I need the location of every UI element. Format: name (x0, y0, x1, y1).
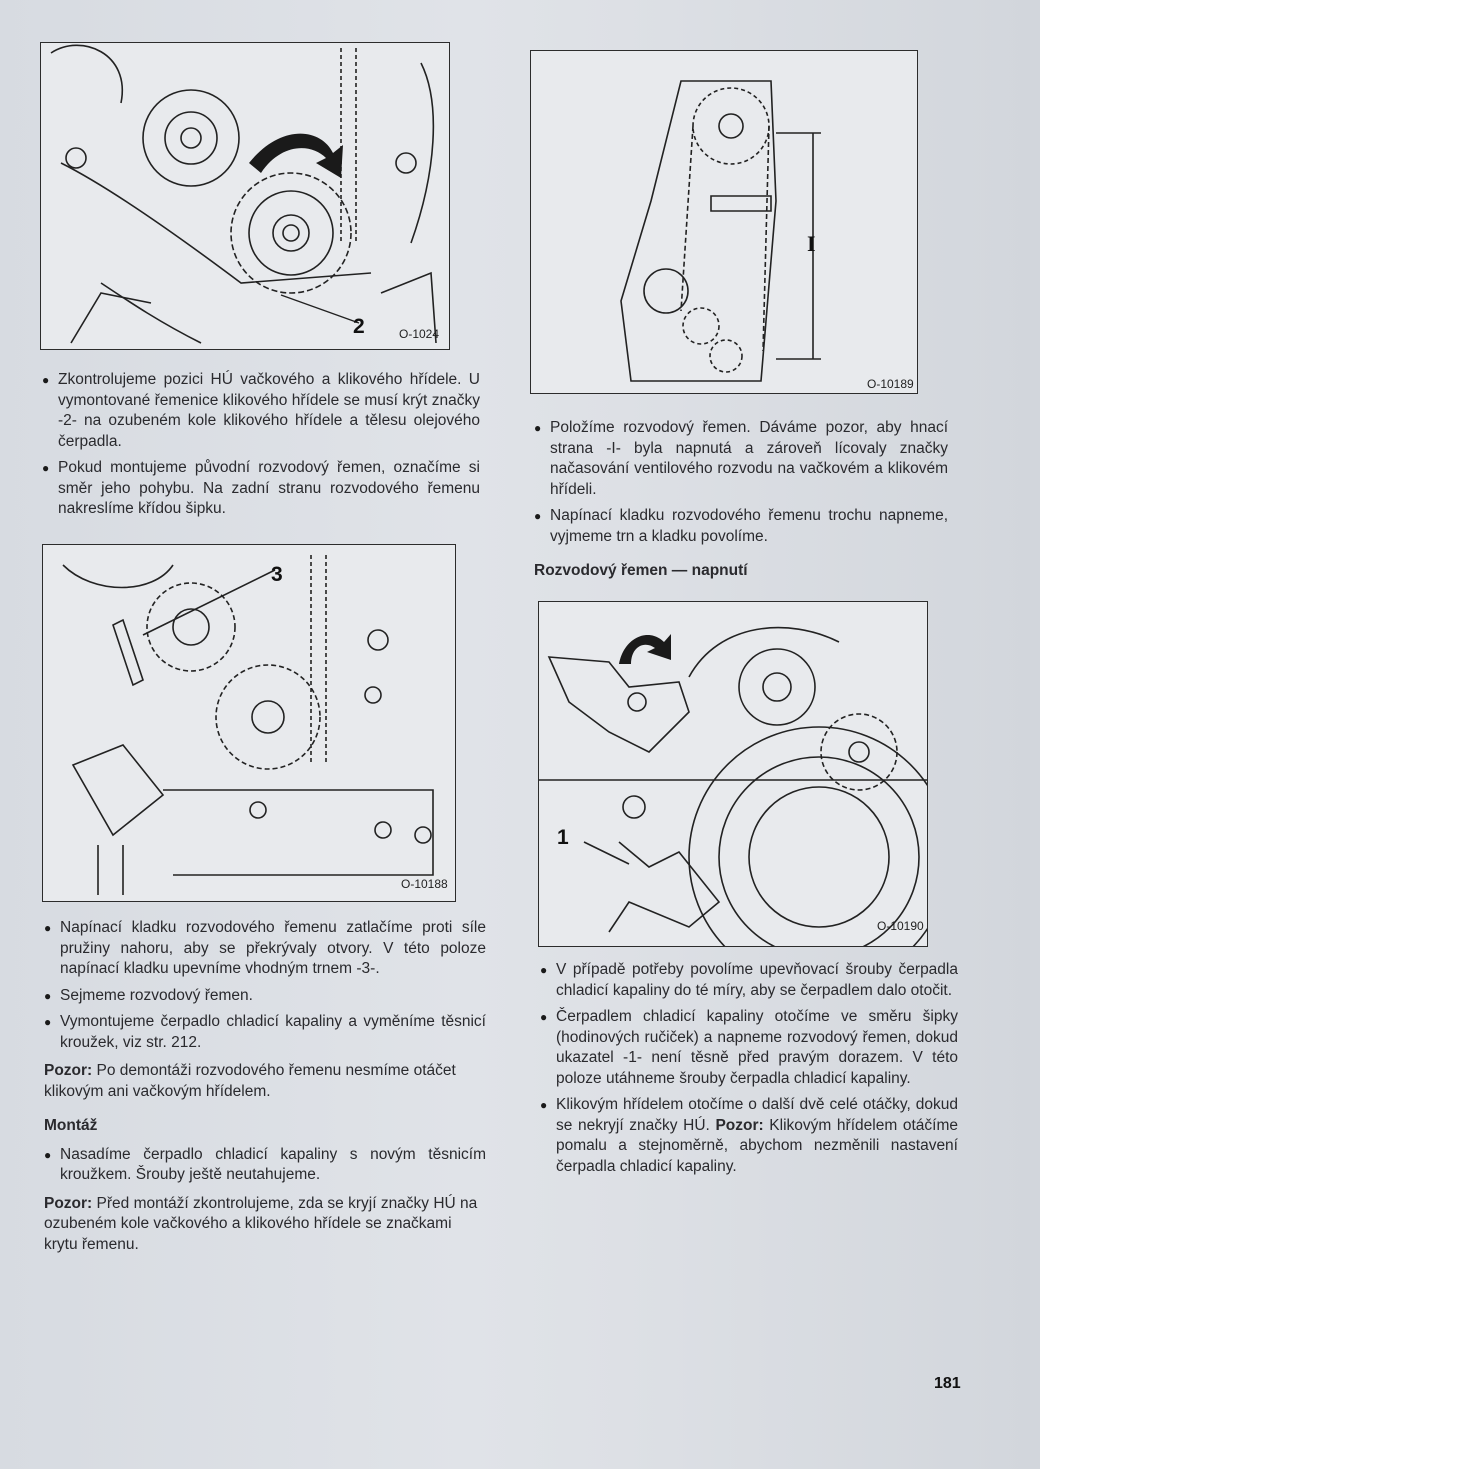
figure-code: O-10189 (867, 377, 914, 391)
list-item (540, 1095, 958, 1177)
tensioner-drawing (43, 545, 455, 901)
list-item: ● Napínací kladku rozvodového řemenu trochu napneme, vyjmeme trn a kladku povolíme. (534, 506, 948, 547)
figure-code: O-10188 (401, 877, 448, 891)
list-item: ● Napínací kladku rozvodového řemenu zatlačíme proti síle pružiny nahoru, aby se překrývaly otvory. V této poloze napínací kladku upevníme vhodným trnem -3-. (44, 918, 486, 980)
list-item: ● Sejmeme rozvodový řemen. (44, 986, 486, 1007)
list-item: ● Čerpadlem chladicí kapaliny otočíme ve směru šipky (hodinových ručiček) a napneme rozvodový řemen, dokud ukazatel -1- není těsně před pravým dorazem. V této poloze utáhneme šrouby čerpadla chladicí kapaliny. (540, 1007, 958, 1089)
warning-label: Pozor: (715, 1116, 764, 1134)
section-heading: Montáž (44, 1117, 98, 1134)
callout-1: 1 (557, 826, 569, 849)
list-item-text: Klikovým hřídelem otočíme o další dvě celé otáčky, dokud se nekryjí značky HÚ. (556, 1096, 958, 1134)
callout-I: I (807, 231, 816, 256)
figure-tensioner-pin (42, 544, 456, 902)
belt-drive-drawing (531, 51, 917, 393)
list-item: ● V případě potřeby povolíme upevňovací šrouby čerpadla chladicí kapaliny do té míry, aby se čerpadlem dalo otočit. (540, 960, 958, 1001)
callout-2: 2 (353, 315, 365, 338)
warning-label: Pozor: (44, 1062, 93, 1079)
warning-paragraph (44, 1061, 486, 1102)
warning-text: Před montáží zkontrolujeme, zda se kryjí značky HÚ na ozubeném kole vačkového a klikového hřídele se značkami krytu řemenu. (44, 1194, 478, 1253)
warning-label: Pozor: (44, 1194, 93, 1212)
figure-crankshaft-marks (40, 42, 450, 350)
figure-pump-tension (538, 601, 928, 947)
list-item: ● Nasadíme čerpadlo chladicí kapaliny s novým těsnicím kroužkem. Šrouby ještě neutahujeme. (44, 1145, 486, 1186)
section-heading: Rozvodový řemen — napnutí (534, 562, 748, 579)
warning-text: Klikovým hřídelem otáčíme pomalu a stejnoměrně, abychom nezměnili nastavení čerpadla chladicí kapaliny. (556, 1116, 958, 1175)
warning-text: Po demontáži rozvodového řemenu nesmíme otáčet klikovým ani vačkovým hřídelem. (44, 1062, 456, 1100)
pump-tension-drawing (539, 602, 927, 946)
engine-drawing (41, 43, 449, 349)
list-item: ● Vymontujeme čerpadlo chladicí kapaliny a vyměníme těsnicí kroužek, viz str. 212. (44, 1012, 486, 1053)
figure-code: O-1024 (399, 327, 440, 341)
left-top-text (42, 370, 480, 526)
page-number: 181 (934, 1375, 961, 1392)
figure-code: O-10190 (877, 919, 924, 933)
warning-paragraph (44, 1194, 486, 1256)
list-item: ● Zkontrolujeme pozici HÚ vačkového a klikového hřídele. U vymontované řemenice klikového hřídele se musí krýt značky -2- na ozubeném kole klikového hřídele a tělesu olejového čerpadla. (42, 370, 480, 452)
right-bottom-text (540, 960, 958, 1183)
callout-3: 3 (271, 563, 283, 586)
figure-belt-tension-side (530, 50, 918, 394)
left-bottom-text (44, 918, 486, 1263)
list-item: ● Pokud montujeme původní rozvodový řemen, označíme si směr jeho pohybu. Na zadní stranu rozvodového řemenu nakreslíme křídou šipku. (42, 458, 480, 520)
right-top-text (534, 418, 948, 590)
list-item: ● Položíme rozvodový řemen. Dáváme pozor, aby hnací strana -I- byla napnutá a zároveň lícovaly značky načasování ventilového rozvodu na vačkovém a klikovém hřídeli. (534, 418, 948, 500)
